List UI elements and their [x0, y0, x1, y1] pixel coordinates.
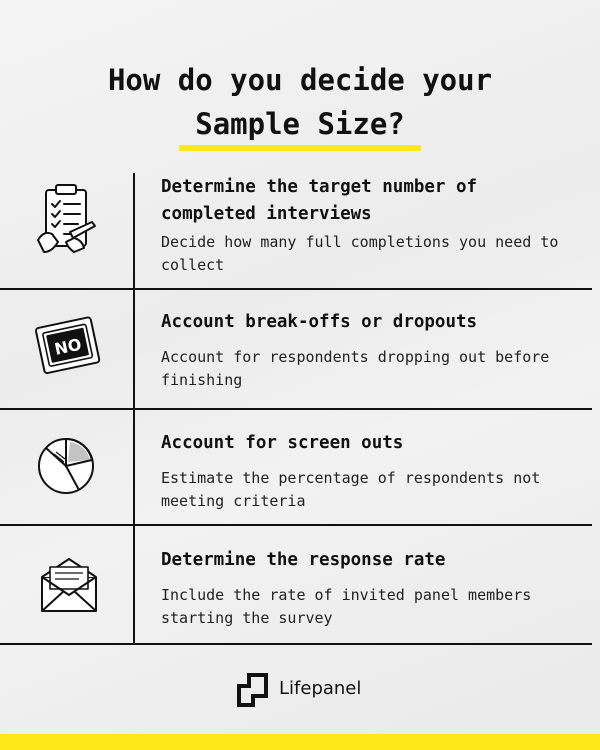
row-divider	[0, 643, 592, 645]
svg-text:NO: NO	[52, 334, 84, 359]
brand-name: Lifepanel	[279, 678, 362, 699]
step-title: Determine the response rate	[161, 550, 446, 570]
row-divider	[0, 408, 592, 410]
row-divider	[0, 288, 592, 290]
pie-chart-icon	[34, 432, 104, 502]
step-description: Estimate the percentage of respondents not meeting criteria	[161, 469, 541, 510]
step-title: Account break-offs or dropouts	[161, 312, 478, 332]
heading-line-2: Sample Size?	[179, 102, 421, 146]
heading-line-1: How do you decide your	[107, 63, 493, 97]
step-title: Account for screen outs	[161, 433, 404, 453]
envelope-icon	[34, 551, 104, 621]
row-divider	[0, 524, 592, 526]
clipboard-checklist-icon	[34, 182, 104, 252]
step-description: Include the rate of invited panel members starting the survey	[161, 586, 532, 627]
step-description: Decide how many full completions you need to collect	[161, 233, 559, 274]
brand-logo	[236, 672, 366, 708]
page-heading	[0, 58, 600, 146]
step-title: Determine the target number of completed interviews	[161, 177, 478, 224]
accent-bar	[0, 734, 600, 750]
no-sign-icon	[34, 312, 104, 382]
step-description: Account for respondents dropping out before finishing	[161, 348, 550, 389]
lifepanel-logo-icon	[236, 672, 272, 708]
